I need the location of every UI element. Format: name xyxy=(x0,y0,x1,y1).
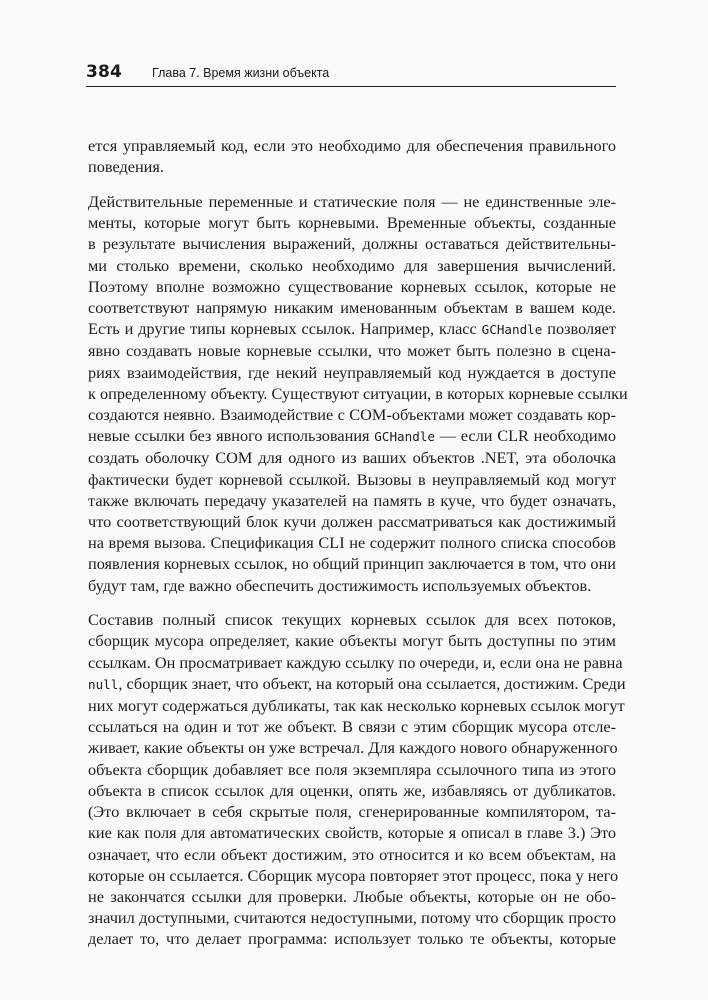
text-run: невые ссылки без явного использования xyxy=(88,426,375,446)
text-run: соответствуют напрямую никаким именованным объектам в вашем коде. xyxy=(88,297,616,317)
text-line xyxy=(88,447,616,468)
text-line xyxy=(88,469,616,490)
text-line xyxy=(88,801,616,822)
text-run: ется управляемый код, если это необходимо для обеспечения правильного xyxy=(88,136,616,155)
text-run: (Это включает в себя скрытые поля, сгенерированные компилятором, та- xyxy=(88,802,616,822)
text-run: создаются неявно. Взаимодействие с COM-объектами может создавать кор- xyxy=(88,404,616,424)
text-run: которые он ссылается. Сборщик мусора повторяет этот процесс, пока у него xyxy=(88,865,619,885)
page-number: 384 xyxy=(86,62,123,82)
text-run: кие как поля для автоматических свойств, которые я описал в главе 3.) Это xyxy=(88,823,616,843)
text-line xyxy=(88,695,625,716)
chapter-title: Глава 7. Время жизни объекта xyxy=(152,66,330,80)
body-text xyxy=(88,135,628,963)
text-line xyxy=(88,609,616,630)
text-run: поведения. xyxy=(88,157,164,177)
text-run: не закончатся ссылки для проверки. Любые объекты, которые он не обо- xyxy=(88,886,616,906)
text-run: появления корневых ссылок, но общий принцип заключается в том, что они xyxy=(88,554,616,574)
text-run: означает, что если объект достижим, это относится и ко всем объектам, на xyxy=(88,844,616,864)
text-run: объекта сборщик добавляет все поля экземпляра ссылочного типа из этого xyxy=(88,759,616,779)
text-line xyxy=(88,575,616,596)
text-line xyxy=(88,759,616,780)
text-line xyxy=(88,340,616,361)
text-run: риях взаимодействия, где некий неуправляемый код нуждается в доступе xyxy=(88,362,616,382)
text-run: объекта в список ссылок для оценки, опять же, избавляясь от дубликатов. xyxy=(88,780,616,800)
text-line xyxy=(88,652,623,673)
text-line xyxy=(88,844,616,865)
text-run: фактически будет корневой ссылкой. Вызовы в неуправляемый код могут xyxy=(88,469,616,489)
text-line xyxy=(88,511,616,532)
text-line xyxy=(88,135,616,156)
text-run: позволяет xyxy=(542,319,616,339)
text-line xyxy=(88,425,616,447)
text-line xyxy=(88,673,626,695)
text-run: Поэтому вполне возможно существование корневых ссылок, которые не xyxy=(88,276,616,296)
text-line xyxy=(88,233,616,254)
text-line xyxy=(88,822,616,843)
paragraph xyxy=(88,191,628,596)
text-line xyxy=(88,532,616,553)
text-line xyxy=(88,886,616,907)
paragraph xyxy=(88,609,626,949)
inline-code: GCHandle xyxy=(374,429,435,445)
text-line xyxy=(88,297,616,318)
text-run: значил доступными, считаются недоступными, потому что сборщик просто xyxy=(88,908,616,928)
text-run: живает, какие объекты он уже встречал. Для каждого нового обнаруженного xyxy=(88,738,618,758)
text-line xyxy=(88,490,616,511)
text-line xyxy=(88,553,616,574)
text-run: также включать передачу указателей на память в куче, что будет означать, xyxy=(88,490,616,510)
text-run: ссылаться на один и тот же объект. В связи с этим сборщик мусора отсле- xyxy=(88,717,616,737)
text-run: них могут содержаться дубликаты, так как несколько корневых ссылок могут xyxy=(88,696,625,716)
inline-code: GCHandle xyxy=(481,322,543,338)
text-line xyxy=(88,907,616,928)
text-line xyxy=(88,318,616,340)
text-run: менты, которые могут быть корневыми. Временные объекты, созданные xyxy=(88,213,616,233)
text-line xyxy=(88,383,628,404)
text-run: делает то, что делает программа: использует только те объекты, которые xyxy=(88,929,616,949)
paragraph xyxy=(88,135,616,177)
running-header xyxy=(86,62,616,87)
text-run: Составив полный список текущих корневых ссылок для всех потоков, xyxy=(88,610,616,630)
text-run: — если CLR необходимо xyxy=(434,426,616,446)
inline-code: null xyxy=(88,676,119,692)
text-line xyxy=(88,255,616,276)
text-run: что соответствующий блок кучи должен рассматриваться как достижимый xyxy=(88,511,616,531)
text-line xyxy=(88,716,616,737)
text-run: Действительные переменные и статические поля — не единственные эле- xyxy=(88,191,616,211)
text-run: ссылкам. Он просматривает каждую ссылку по очереди, и, если она не равна xyxy=(88,652,623,672)
text-line xyxy=(88,362,616,383)
text-run: на время вызова. Спецификация CLI не содержит полного списка способов xyxy=(88,533,616,553)
text-run: Есть и другие типы корневых ссылок. Например, класс xyxy=(88,319,482,339)
text-line xyxy=(88,780,616,801)
text-run: создать оболочку COM для одного из ваших объектов .NET, эта оболочка xyxy=(88,448,616,468)
text-run: в результате вычисления выражений, должны оставаться действительны- xyxy=(88,234,616,254)
text-run: к определенному объекту. Существуют ситуации, в которых корневые ссылки xyxy=(88,383,628,403)
text-run: , сборщик знает, что объект, на который она ссылается, достижим. Среди xyxy=(118,673,626,693)
text-line xyxy=(88,276,616,297)
text-run: ми столько времени, сколько необходимо для завершения вычислений. xyxy=(88,255,616,275)
text-line xyxy=(88,630,616,651)
text-line xyxy=(88,191,616,212)
text-line xyxy=(88,928,616,949)
text-line xyxy=(88,404,616,425)
text-run: будут там, где важно обеспечить достижимость используемых объектов. xyxy=(88,575,592,595)
text-run: сборщик мусора определяет, какие объекты могут быть доступны по этим xyxy=(88,631,616,651)
text-line xyxy=(88,865,619,886)
text-line xyxy=(88,212,616,233)
text-line xyxy=(88,156,616,177)
text-line xyxy=(88,737,616,758)
text-run: явно создавать новые корневые ссылки, что может быть полезно в сцена- xyxy=(88,341,616,361)
